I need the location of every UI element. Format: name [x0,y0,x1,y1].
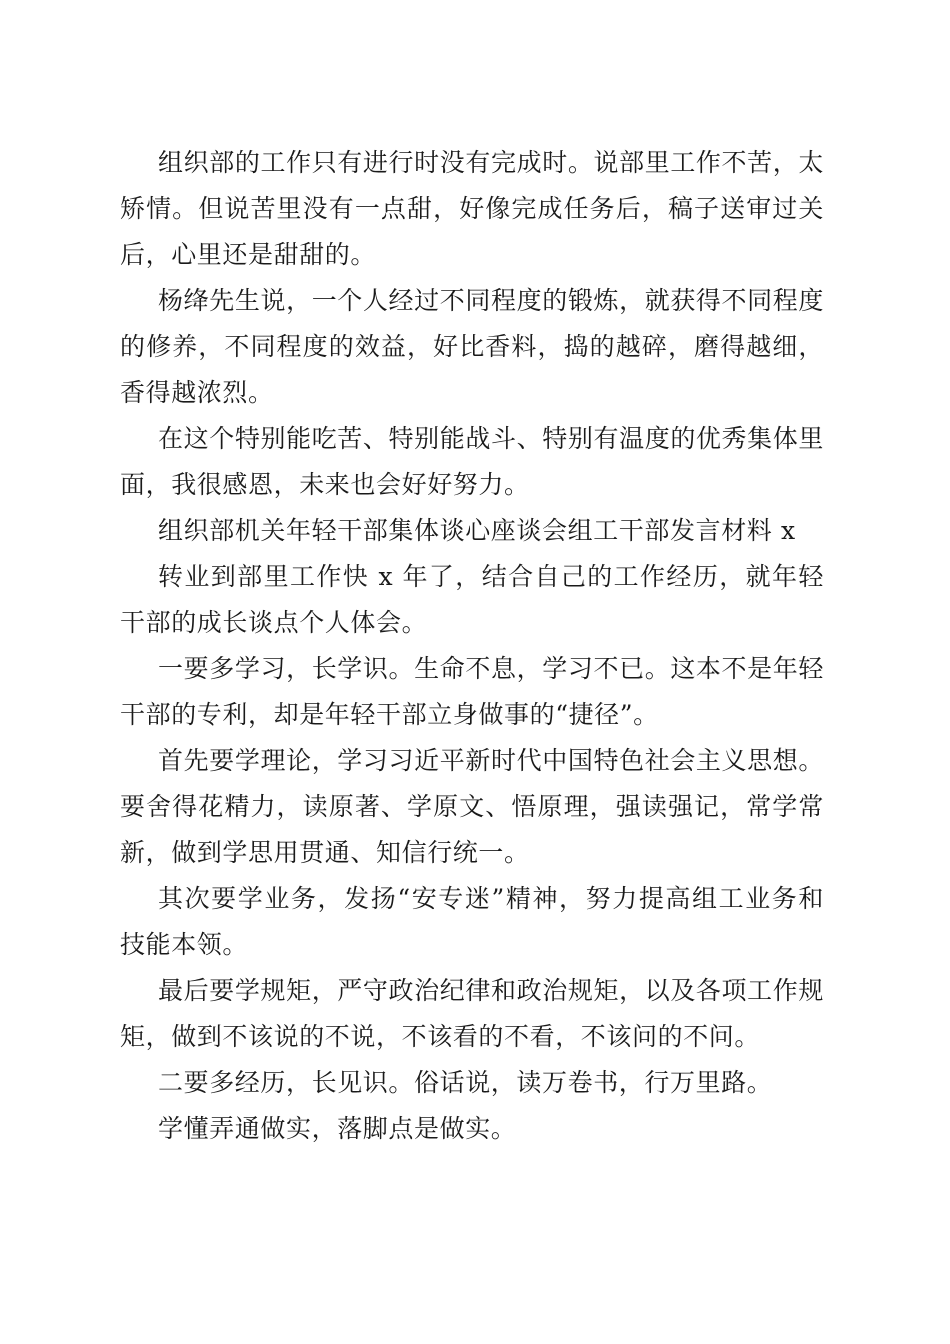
paragraph-10: 二要多经历，长见识。俗话说，读万卷书，行万里路。 [158,1068,773,1097]
paragraph-1: 组织部的工作只有进行时没有完成时。说部里工作不苦，太矫情。但说苦里没有一点甜，好像完成任务后，稿子送审过关后，心里还是甜甜的。 [120,148,824,269]
document-body [120,140,824,1152]
paragraph-2: 杨绛先生说，一个人经过不同程度的锻炼，就获得不同程度的修养，不同程度的效益，好比香料，捣的越碎，磨得越细，香得越浓烈。 [120,286,824,407]
paragraph-7: 首先要学理论，学习习近平新时代中国特色社会主义思想。要舍得花精力，读原著、学原文、悟原理，强读强记，常学常新，做到学思用贯通、知信行统一。 [120,746,824,867]
paragraph-title: 组织部机关年轻干部集体谈心座谈会组工干部发言材料 x [158,516,796,545]
paragraph-3: 在这个特别能吃苦、特别能战斗、特别有温度的优秀集体里面，我很感恩，未来也会好好努力。 [120,424,824,499]
paragraph-8: 其次要学业务，发扬“安专迷”精神，努力提高组工业务和技能本领。 [120,884,824,959]
paragraph-5: 转业到部里工作快 x 年了，结合自己的工作经历，就年轻干部的成长谈点个人体会。 [120,562,824,637]
paragraph-6: 一要多学习，长学识。生命不息，学习不已。这本不是年轻干部的专利，却是年轻干部立身做事的“捷径”。 [120,654,824,729]
paragraph-11: 学懂弄通做实，落脚点是做实。 [158,1114,517,1143]
paragraph-9: 最后要学规矩，严守政治纪律和政治规矩，以及各项工作规矩，做到不该说的不说，不该看的不看，不该问的不问。 [120,976,824,1051]
